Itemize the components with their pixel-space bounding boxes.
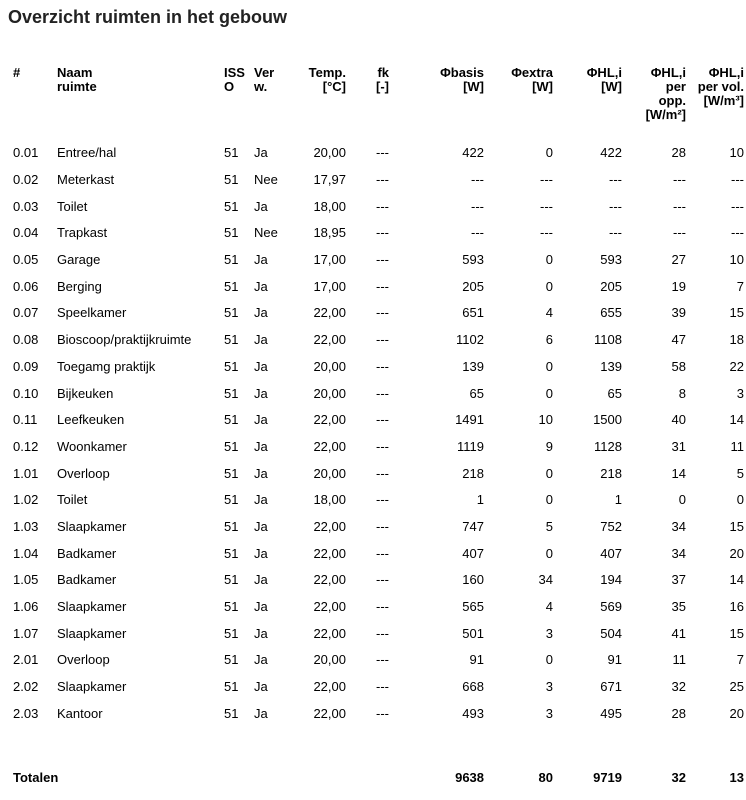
cell-temp: 22,00 — [313, 332, 346, 348]
cell-nr: 0.09 — [13, 358, 39, 374]
cell-isso: 51 — [224, 225, 239, 241]
cell-extra: 0 — [545, 145, 553, 161]
cell-hl-opp: 58 — [671, 358, 686, 374]
cell-hl-opp: 34 — [671, 545, 686, 561]
cell-fk: --- — [376, 385, 389, 401]
cell-hl-opp: 35 — [671, 599, 686, 615]
cell-hl-vol: 14 — [729, 412, 744, 428]
cell-hl-vol: --- — [731, 225, 744, 241]
cell-nr: 0.08 — [13, 332, 39, 348]
cell-hl: 1 — [614, 492, 622, 508]
cell-fk: --- — [376, 465, 389, 481]
table-row — [0, 567, 746, 594]
cell-fk: --- — [376, 599, 389, 615]
cell-verw: Ja — [254, 198, 268, 214]
cell-extra: 10 — [538, 412, 553, 428]
cell-extra: 6 — [545, 332, 553, 348]
cell-verw: Ja — [254, 625, 268, 641]
cell-isso: 51 — [224, 599, 239, 615]
header-hl: ΦHL,i [W] — [586, 65, 622, 94]
cell-hl: 504 — [600, 625, 622, 641]
cell-name: Toilet — [57, 492, 88, 508]
table-row — [0, 514, 746, 541]
table-row — [0, 647, 746, 674]
cell-hl-opp: 11 — [672, 652, 686, 668]
table-row — [0, 220, 746, 247]
cell-name: Garage — [57, 252, 101, 268]
cell-isso: 51 — [224, 492, 239, 508]
header-extra: Φextra [W] — [511, 65, 553, 94]
cell-hl: 1500 — [593, 412, 622, 428]
cell-name: Berging — [57, 278, 102, 294]
cell-temp: 22,00 — [313, 518, 346, 534]
cell-hl-opp: 19 — [671, 278, 686, 294]
cell-extra: 0 — [545, 278, 553, 294]
totals-row — [0, 765, 746, 789]
cell-isso: 51 — [224, 172, 239, 188]
cell-basis: 218 — [462, 465, 484, 481]
cell-hl-opp: 0 — [678, 492, 686, 508]
cell-nr: 0.11 — [13, 412, 38, 428]
cell-verw: Ja — [254, 358, 268, 374]
cell-name: Woonkamer — [57, 438, 127, 454]
table-row — [0, 540, 746, 567]
cell-nr: 0.02 — [13, 172, 39, 188]
totals-hl-vol: 13 — [729, 769, 745, 785]
totals-hl-opp: 32 — [671, 769, 687, 785]
cell-basis: 493 — [462, 705, 484, 721]
cell-extra: 0 — [545, 358, 553, 374]
cell-hl-vol: 3 — [736, 385, 744, 401]
cell-temp: 20,00 — [313, 385, 346, 401]
cell-hl: 91 — [607, 652, 622, 668]
cell-fk: --- — [376, 705, 389, 721]
cell-fk: --- — [376, 652, 389, 668]
cell-nr: 1.02 — [13, 492, 39, 508]
cell-name: Badkamer — [57, 545, 117, 561]
cell-temp: 22,00 — [313, 412, 346, 428]
cell-temp: 17,97 — [313, 172, 346, 188]
cell-verw: Ja — [254, 705, 268, 721]
table-row — [0, 327, 746, 354]
cell-basis: 422 — [462, 145, 484, 161]
table-row — [0, 247, 746, 274]
cell-verw: Ja — [254, 412, 268, 428]
table-row — [0, 407, 746, 434]
cell-nr: 1.03 — [13, 518, 39, 534]
cell-isso: 51 — [224, 652, 239, 668]
cell-verw: Ja — [254, 518, 268, 534]
cell-hl: 752 — [600, 518, 622, 534]
cell-name: Slaapkamer — [57, 625, 127, 641]
cell-hl-opp: 8 — [678, 385, 686, 401]
cell-nr: 0.04 — [13, 225, 39, 241]
cell-extra: 0 — [545, 492, 553, 508]
cell-extra: --- — [540, 225, 553, 241]
cell-name: Slaapkamer — [57, 518, 127, 534]
table-row — [0, 620, 746, 647]
cell-hl: --- — [609, 172, 622, 188]
cell-extra: 34 — [538, 572, 553, 588]
cell-basis: --- — [471, 172, 484, 188]
cell-name: Overloop — [57, 652, 110, 668]
cell-fk: --- — [376, 145, 389, 161]
totals-hl: 9719 — [593, 769, 623, 785]
cell-basis: 1102 — [456, 332, 484, 348]
cell-hl-opp: 37 — [671, 572, 686, 588]
cell-temp: 20,00 — [313, 358, 346, 374]
cell-hl: 194 — [600, 572, 622, 588]
cell-hl-vol: 10 — [729, 145, 744, 161]
cell-isso: 51 — [224, 385, 239, 401]
cell-verw: Ja — [254, 252, 268, 268]
cell-nr: 1.01 — [13, 465, 39, 481]
cell-temp: 18,95 — [313, 225, 346, 241]
cell-hl-vol: 14 — [729, 572, 744, 588]
cell-extra: 5 — [545, 518, 553, 534]
cell-verw: Ja — [254, 572, 268, 588]
cell-verw: Ja — [254, 145, 268, 161]
cell-hl: 407 — [600, 545, 622, 561]
table-row — [0, 193, 746, 220]
cell-verw: Ja — [254, 332, 268, 348]
cell-basis: 91 — [469, 652, 484, 668]
cell-isso: 51 — [224, 252, 239, 268]
cell-extra: 9 — [545, 438, 553, 454]
totals-label: Totalen — [13, 769, 59, 785]
cell-hl-vol: 16 — [729, 599, 744, 615]
header-fk: fk [-] — [376, 65, 389, 94]
cell-basis: 593 — [462, 252, 484, 268]
cell-name: Bioscoop/praktijkruimte — [57, 332, 192, 348]
cell-temp: 22,00 — [313, 438, 346, 454]
cell-verw: Ja — [254, 652, 268, 668]
cell-nr: 0.12 — [13, 438, 39, 454]
cell-verw: Ja — [254, 438, 268, 454]
cell-isso: 51 — [224, 332, 239, 348]
cell-isso: 51 — [224, 705, 239, 721]
cell-basis: 651 — [462, 305, 484, 321]
cell-hl-vol: 25 — [729, 679, 744, 695]
cell-extra: 3 — [545, 705, 553, 721]
cell-hl-vol: 11 — [730, 438, 744, 454]
cell-verw: Nee — [254, 172, 278, 188]
cell-hl: 422 — [600, 145, 622, 161]
cell-extra: 3 — [545, 625, 553, 641]
cell-temp: 18,00 — [313, 198, 346, 214]
cell-hl: 655 — [600, 305, 622, 321]
cell-hl: 65 — [607, 385, 622, 401]
cell-isso: 51 — [224, 412, 239, 428]
cell-name: Speelkamer — [57, 305, 127, 321]
table-row — [0, 594, 746, 621]
cell-nr: 0.10 — [13, 385, 39, 401]
cell-extra: 0 — [545, 252, 553, 268]
table-row — [0, 460, 746, 487]
cell-nr: 1.07 — [13, 625, 39, 641]
cell-isso: 51 — [224, 278, 239, 294]
cell-hl-opp: 28 — [671, 705, 686, 721]
cell-extra: 0 — [545, 385, 553, 401]
header-isso: ISS O — [224, 65, 245, 94]
cell-hl-opp: 14 — [671, 465, 686, 481]
cell-name: Trapkast — [57, 225, 108, 241]
cell-hl: 1128 — [594, 438, 622, 454]
cell-nr: 1.04 — [13, 545, 39, 561]
cell-isso: 51 — [224, 305, 239, 321]
cell-temp: 20,00 — [313, 465, 346, 481]
cell-hl-vol: 15 — [729, 305, 744, 321]
cell-fk: --- — [376, 438, 389, 454]
cell-basis: 747 — [462, 518, 484, 534]
cell-verw: Ja — [254, 465, 268, 481]
cell-hl: 495 — [600, 705, 622, 721]
cell-hl-opp: 28 — [671, 145, 686, 161]
cell-hl-opp: 39 — [671, 305, 686, 321]
cell-hl-vol: 5 — [736, 465, 744, 481]
cell-basis: 1119 — [457, 438, 484, 454]
rooms-table — [0, 60, 746, 727]
cell-nr: 2.03 — [13, 705, 39, 721]
cell-hl-opp: 32 — [671, 679, 686, 695]
cell-hl-opp: 27 — [671, 252, 686, 268]
cell-nr: 1.06 — [13, 599, 39, 615]
cell-isso: 51 — [224, 572, 239, 588]
cell-hl-opp: --- — [673, 225, 686, 241]
cell-name: Slaapkamer — [57, 679, 127, 695]
cell-hl-vol: 15 — [729, 518, 744, 534]
cell-isso: 51 — [224, 545, 239, 561]
cell-name: Entree/hal — [57, 145, 117, 161]
cell-name: Slaapkamer — [57, 599, 127, 615]
cell-hl-vol: 15 — [729, 625, 744, 641]
cell-hl-opp: --- — [673, 172, 686, 188]
cell-temp: 22,00 — [313, 679, 346, 695]
cell-extra: 0 — [545, 465, 553, 481]
cell-temp: 17,00 — [313, 252, 346, 268]
cell-hl-vol: 20 — [729, 545, 744, 561]
cell-basis: 565 — [462, 599, 484, 615]
cell-nr: 0.06 — [13, 278, 39, 294]
cell-fk: --- — [376, 679, 389, 695]
cell-hl-vol: 10 — [729, 252, 744, 268]
cell-verw: Ja — [254, 599, 268, 615]
cell-hl: 205 — [600, 278, 622, 294]
header-hl-opp: ΦHL,i per opp. [W/m²] — [645, 65, 686, 122]
cell-nr: 2.01 — [13, 652, 39, 668]
cell-fk: --- — [376, 332, 389, 348]
table-row — [0, 434, 746, 461]
table-row — [0, 273, 746, 300]
cell-isso: 51 — [224, 198, 239, 214]
cell-temp: 22,00 — [313, 625, 346, 641]
cell-nr: 2.02 — [13, 679, 39, 695]
cell-fk: --- — [376, 278, 389, 294]
cell-fk: --- — [376, 625, 389, 641]
cell-basis: 1491 — [455, 412, 484, 428]
header-name: Naam ruimte — [57, 65, 97, 94]
totals-extra: 80 — [538, 769, 554, 785]
header-basis: Φbasis [W] — [440, 65, 484, 94]
cell-fk: --- — [376, 305, 389, 321]
cell-hl-opp: 41 — [671, 625, 686, 641]
cell-name: Toegamg praktijk — [57, 358, 156, 374]
cell-hl-opp: 47 — [671, 332, 686, 348]
totals-basis: 9638 — [455, 769, 485, 785]
cell-verw: Ja — [254, 492, 268, 508]
cell-temp: 22,00 — [313, 599, 346, 615]
cell-name: Bijkeuken — [57, 385, 114, 401]
cell-hl-opp: 34 — [671, 518, 686, 534]
cell-hl-vol: 0 — [736, 492, 744, 508]
cell-name: Toilet — [57, 198, 88, 214]
cell-temp: 22,00 — [313, 572, 346, 588]
cell-verw: Ja — [254, 385, 268, 401]
cell-isso: 51 — [224, 358, 239, 374]
cell-name: Kantoor — [57, 705, 103, 721]
cell-hl: --- — [609, 198, 622, 214]
table-row — [0, 140, 746, 167]
cell-hl: 593 — [600, 252, 622, 268]
cell-verw: Nee — [254, 225, 278, 241]
cell-fk: --- — [376, 225, 389, 241]
cell-nr: 1.05 — [13, 572, 39, 588]
cell-basis: --- — [471, 198, 484, 214]
cell-hl-vol: 18 — [729, 332, 744, 348]
cell-temp: 20,00 — [313, 652, 346, 668]
cell-extra: 4 — [545, 599, 553, 615]
header-verw: Ver w. — [254, 65, 275, 94]
cell-verw: Ja — [254, 679, 268, 695]
cell-isso: 51 — [224, 438, 239, 454]
cell-hl-opp: 31 — [671, 438, 686, 454]
cell-extra: 0 — [545, 545, 553, 561]
cell-isso: 51 — [224, 465, 239, 481]
cell-hl-opp: --- — [673, 198, 686, 214]
table-row — [0, 354, 746, 381]
cell-fk: --- — [376, 545, 389, 561]
cell-fk: --- — [376, 358, 389, 374]
cell-name: Meterkast — [57, 172, 115, 188]
cell-basis: 139 — [462, 358, 484, 374]
cell-hl: 1108 — [594, 332, 622, 348]
cell-hl: 139 — [600, 358, 622, 374]
cell-fk: --- — [376, 412, 389, 428]
table-header-row — [0, 60, 746, 140]
cell-isso: 51 — [224, 145, 239, 161]
cell-basis: --- — [471, 225, 484, 241]
table-row — [0, 700, 746, 727]
cell-isso: 51 — [224, 518, 239, 534]
cell-fk: --- — [376, 198, 389, 214]
cell-isso: 51 — [224, 625, 239, 641]
cell-fk: --- — [376, 252, 389, 268]
cell-extra: 4 — [545, 305, 553, 321]
table-row — [0, 300, 746, 327]
cell-hl-vol: 22 — [729, 358, 744, 374]
cell-temp: 18,00 — [313, 492, 346, 508]
header-temp: Temp. [°C] — [308, 65, 346, 94]
cell-basis: 65 — [469, 385, 484, 401]
cell-basis: 407 — [462, 545, 484, 561]
cell-hl-opp: 40 — [671, 412, 686, 428]
cell-nr: 0.01 — [13, 145, 39, 161]
cell-temp: 20,00 — [313, 145, 346, 161]
cell-fk: --- — [376, 518, 389, 534]
cell-basis: 668 — [462, 679, 484, 695]
cell-hl: 671 — [600, 679, 622, 695]
cell-extra: --- — [540, 172, 553, 188]
cell-hl: 218 — [600, 465, 622, 481]
cell-name: Overloop — [57, 465, 110, 481]
table-row — [0, 674, 746, 701]
cell-nr: 0.07 — [13, 305, 39, 321]
cell-temp: 17,00 — [313, 278, 346, 294]
cell-verw: Ja — [254, 278, 268, 294]
cell-hl: --- — [609, 225, 622, 241]
cell-fk: --- — [376, 572, 389, 588]
cell-basis: 160 — [462, 572, 484, 588]
cell-hl: 569 — [600, 599, 622, 615]
table-row — [0, 487, 746, 514]
cell-verw: Ja — [254, 545, 268, 561]
header-hl-vol: ΦHL,i per vol. [W/m³] — [697, 65, 744, 108]
cell-basis: 501 — [462, 625, 484, 641]
cell-hl-vol: 20 — [729, 705, 744, 721]
cell-isso: 51 — [224, 679, 239, 695]
table-row — [0, 380, 746, 407]
header-nr: # — [13, 65, 21, 80]
cell-extra: 0 — [545, 652, 553, 668]
cell-basis: 1 — [476, 492, 484, 508]
cell-temp: 22,00 — [313, 705, 346, 721]
cell-hl-vol: --- — [731, 172, 744, 188]
cell-name: Badkamer — [57, 572, 117, 588]
cell-hl-vol: 7 — [736, 278, 744, 294]
cell-fk: --- — [376, 172, 389, 188]
cell-extra: 3 — [545, 679, 553, 695]
page-title: Overzicht ruimten in het gebouw — [8, 7, 288, 27]
cell-verw: Ja — [254, 305, 268, 321]
cell-name: Leefkeuken — [57, 412, 125, 428]
cell-hl-vol: 7 — [736, 652, 744, 668]
cell-temp: 22,00 — [313, 545, 346, 561]
cell-basis: 205 — [462, 278, 484, 294]
cell-temp: 22,00 — [313, 305, 346, 321]
cell-nr: 0.03 — [13, 198, 39, 214]
cell-nr: 0.05 — [13, 252, 39, 268]
cell-fk: --- — [376, 492, 389, 508]
table-row — [0, 167, 746, 194]
cell-hl-vol: --- — [731, 198, 744, 214]
cell-extra: --- — [540, 198, 553, 214]
